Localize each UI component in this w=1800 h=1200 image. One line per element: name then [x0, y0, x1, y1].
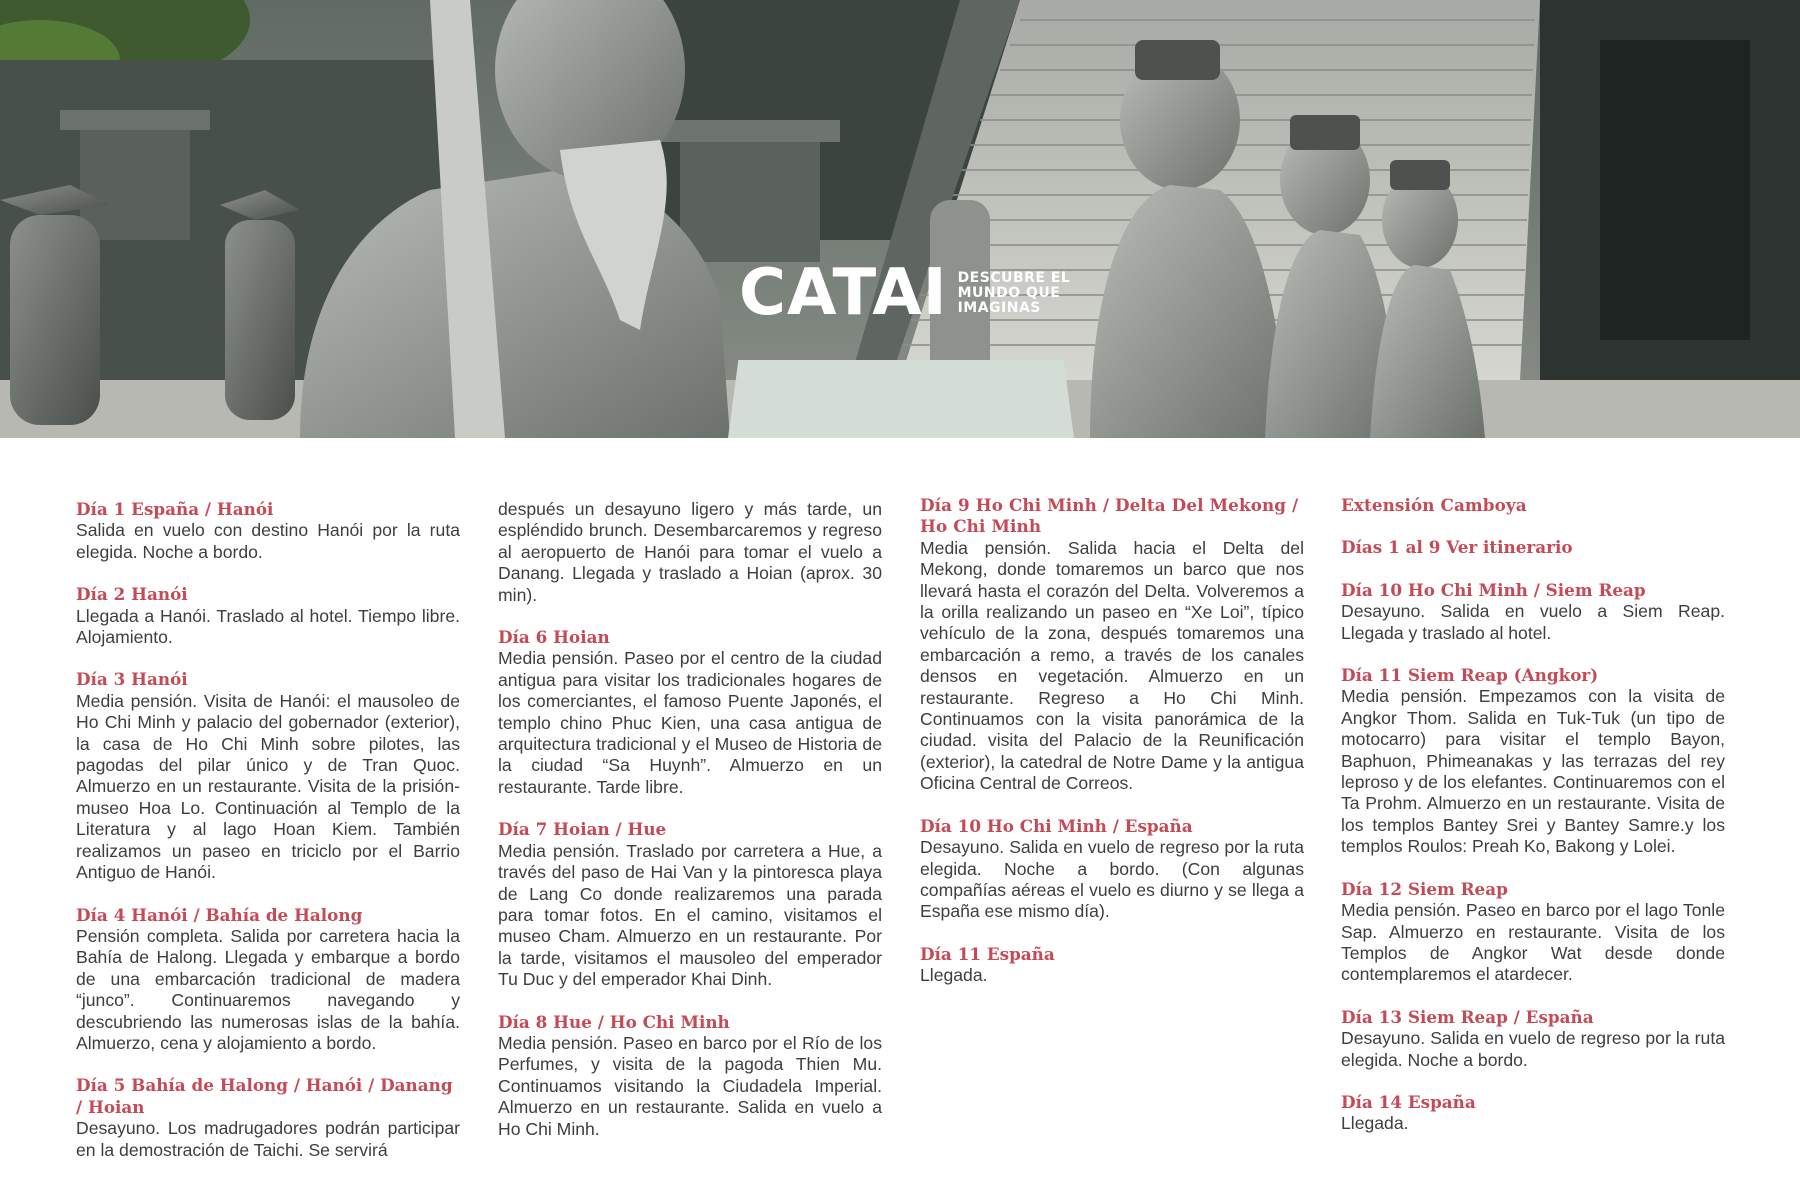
- day-heading: Día 9 Ho Chi Minh / Delta Del Mekong / Ho Chi Minh: [920, 495, 1299, 537]
- tagline-line: DESCUBRE EL: [957, 269, 1071, 286]
- day-description: Llegada.: [920, 965, 988, 986]
- itinerary-day: [76, 1075, 460, 1161]
- day-description: después un desayuno ligero y más tarde, un espléndido brunch. Desembarcaremos y regreso al aeropuerto de Hanói para tomar el vuelo a Danang. Llegada y traslado a Hoian (aprox. 30 min).: [498, 499, 882, 605]
- itinerary-reference: [1341, 537, 1725, 558]
- day-description: Llegada.: [1341, 1113, 1409, 1134]
- day-heading: Día 3 Hanói: [76, 669, 188, 690]
- itinerary-column-2: [498, 499, 882, 1161]
- day-description: Media pensión. Paseo por el centro de la ciudad antigua para visitar los tradicionales hogares de los comerciantes, el famoso Puente Japonés, el templo chino Phuc Kien, una casa antigua de arquitectura tradicional y el Museo de Historia de la ciudad “Sa Huynh”. Almuerzo en un restaurante. Tarde libre.: [498, 648, 882, 797]
- day-description: Desayuno. Salida en vuelo a Siem Reap. Llegada y traslado al hotel.: [1341, 601, 1725, 643]
- itinerary-day: [76, 905, 460, 1055]
- day-heading: Día 1 España / Hanói: [76, 499, 274, 519]
- itinerary-day: [498, 627, 882, 798]
- day-heading: Día 7 Hoian / Hue: [498, 819, 667, 840]
- day-heading: Día 10 Ho Chi Minh / España: [920, 815, 1193, 836]
- itinerary-day: [920, 944, 1304, 987]
- itinerary-day: [1341, 1092, 1725, 1135]
- itinerary-day: [1341, 665, 1725, 858]
- itinerary-day: [1341, 1007, 1725, 1071]
- itinerary-day: [920, 495, 1304, 795]
- day-description: Media pensión. Traslado por carretera a Hue, a través del paso de Hai Van y la pintoresca playa de Lang Co donde realizaremos una parada para tomar fotos. En el camino, visitamos el museo Cham. Almuerzo en un restaurante. Por la tarde, visitamos el mausoleo del emperador Tu Duc y del emperador Khai Dinh.: [498, 840, 882, 990]
- logo-tagline: [958, 271, 1071, 316]
- day-heading: Día 5 Bahía de Halong / Hanói / Danang / Hoian: [76, 1075, 453, 1117]
- day-heading: Día 6 Hoian: [498, 627, 610, 648]
- tagline-line: MUNDO QUE: [957, 284, 1061, 301]
- day-heading: Día 13 Siem Reap / España: [1341, 1006, 1594, 1027]
- day-description: Salida en vuelo con destino Hanói por la ruta elegida. Noche a bordo.: [76, 520, 460, 562]
- day-heading: Día 14 España: [1341, 1091, 1476, 1112]
- day-description: Media pensión. Paseo en barco por el Río de los Perfumes, y visita de la pagoda Thien Mu. Continuamos visitando la Ciudadela Imperial. Almuerzo en un restaurante. Salida en vuelo a Ho Chi Minh.: [498, 1032, 882, 1139]
- day-heading: Día 12 Siem Reap: [1341, 878, 1508, 899]
- itinerary-day: [76, 669, 460, 883]
- section-heading: Extensión Camboya: [1341, 495, 1527, 515]
- extension-title: [1341, 495, 1725, 516]
- hero-photo: [0, 0, 1800, 438]
- itinerary-day: [1341, 580, 1725, 644]
- day-description: Desayuno. Los madrugadores podrán participar en la demostración de Taichi. Se servirá: [76, 1118, 460, 1160]
- itinerary-day: [76, 499, 460, 563]
- itinerary-column-1: [76, 499, 460, 1182]
- logo-wordmark: CATAI: [739, 256, 948, 330]
- itinerary-day: [1341, 879, 1725, 986]
- itinerary-day: [76, 584, 460, 648]
- day-heading: Día 2 Hanói: [76, 584, 188, 605]
- day-description: Media pensión. Salida hacia el Delta del Mekong, donde tomaremos un barco que nos llevará hasta el corazón del Delta. Volveremos a la orilla realizando un paseo en “Xe Loi”, típico vehículo de la zona, después tomaremos una embarcación a remo, a través de los canales densos en vegetación. Almuerzo en un restaurante. Regreso a Ho Chi Minh. Continuamos con la visita panorámica de la ciudad. visita del Palacio de la Reunificación (exterior), la catedral de Notre Dame y la antigua Oficina Central de Correos.: [920, 537, 1304, 794]
- decorative-tab: [728, 360, 1074, 438]
- day-heading: Día 4 Hanói / Bahía de Halong: [76, 904, 363, 925]
- day-description: Media pensión. Paseo en barco por el lago Tonle Sap. Almuerzo en restaurante. Visita de los Templos de Angkor Wat desde donde contemplaremos el atardecer.: [1341, 900, 1725, 985]
- itinerary-day: [920, 816, 1304, 923]
- day-description: Pensión completa. Salida por carretera hacia la Bahía de Halong. Llegada y embarque a bordo de una embarcación tradicional de madera “junco”. Continuaremos navegando y descubriendo las numerosas islas de la bahía. Almuerzo, cena y alojamiento a bordo.: [76, 925, 460, 1053]
- day-description: Media pensión. Visita de Hanói: el mausoleo de Ho Chi Minh y palacio del gobernador (exterior), la casa de Ho Chi Minh sobre pilotes, las pagodas del pilar único y de Tran Quoc. Almuerzo en un restaurante. Visita de la prisión-museo Hoa Lo. Continuación al Templo de la Literatura y al lago Hoan Kiem. También realizamos un paseo en triciclo por el Barrio Antiguo de Hanói.: [76, 690, 460, 883]
- itinerary-day-continuation: [498, 499, 882, 606]
- catai-logo: [739, 258, 1070, 328]
- itinerary-column-3: [920, 495, 1304, 1008]
- day-description: Llegada a Hanói. Traslado al hotel. Tiempo libre. Alojamiento.: [76, 605, 460, 648]
- day-heading: Día 11 España: [920, 943, 1055, 964]
- day-heading: Días 1 al 9 Ver itinerario: [1341, 537, 1573, 558]
- itinerary-day: [498, 819, 882, 990]
- tagline-line: IMAGINAS: [957, 299, 1041, 316]
- day-description: Desayuno. Salida en vuelo de regreso por la ruta elegida. Noche a bordo. (Con algunas compañías aéreas el vuelo es diurno y se llega a España ese mismo día).: [920, 837, 1304, 922]
- itinerary-day: [498, 1012, 882, 1140]
- itinerary-column-4: [1341, 495, 1725, 1156]
- day-description: Desayuno. Salida en vuelo de regreso por la ruta elegida. Noche a bordo.: [1341, 1028, 1725, 1070]
- day-heading: Día 10 Ho Chi Minh / Siem Reap: [1341, 579, 1646, 600]
- day-heading: Día 8 Hue / Ho Chi Minh: [498, 1011, 730, 1032]
- day-heading: Día 11 Siem Reap (Angkor): [1341, 665, 1599, 686]
- day-description: Media pensión. Empezamos con la visita de Angkor Thom. Salida en Tuk-Tuk (un tipo de motocarro) para visitar el templo Bayon, Baphuon, Phimeanakas y las terrazas del rey leproso y de los elefantes. Continuaremos con el Ta Prohm. Almuerzo en un restaurante. Visita de los templos Bantey Srei y Bantey Samre.y los templos Roulos: Preah Ko, Bakong y Lolei.: [1341, 686, 1725, 857]
